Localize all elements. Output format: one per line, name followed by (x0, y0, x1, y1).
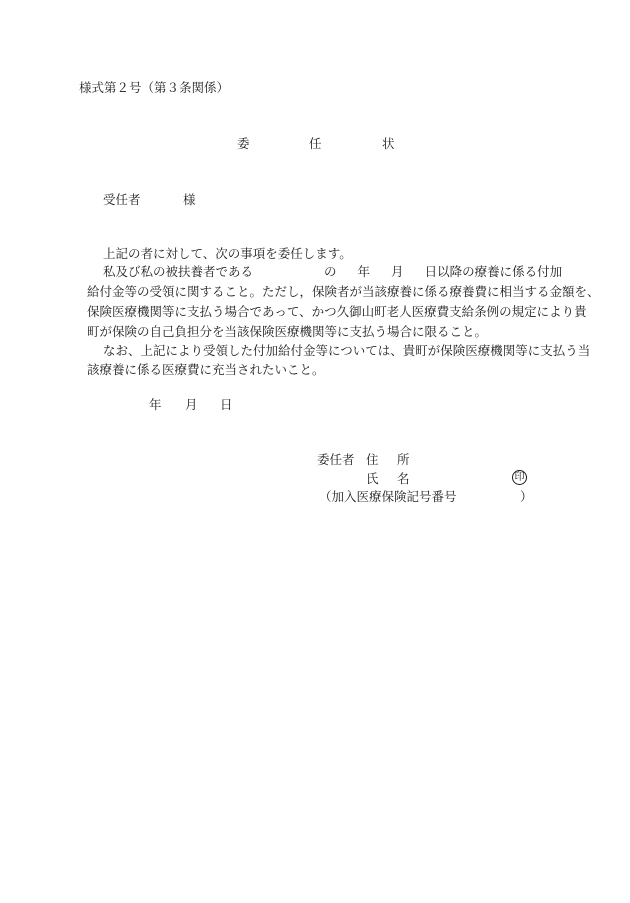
body-line-5: 町が保険の自己負担分を当該保険医療機関等に支払う場合に限ること。 (87, 324, 488, 339)
date-month-label: 月 (185, 397, 198, 412)
body-line-2-year: 年 (357, 264, 371, 279)
insurance-number-close: ） (520, 489, 533, 504)
date-year-label: 年 (149, 397, 162, 412)
name-label-1: 氏 (366, 471, 379, 486)
body-line-1: 上記の者に対して、次の事項を委任します。 (103, 246, 352, 261)
date-day-label: 日 (220, 397, 233, 412)
body-line-2-no: の (324, 264, 337, 279)
address-label-2: 所 (397, 452, 410, 467)
body-line-4: 保険医療機関等に支払う場合であって、かつ久御山町老人医療費支給条例の規定により貴 (87, 304, 587, 319)
insurance-number-row (319, 489, 533, 504)
form-number: 様式第２号（第３条関係） (79, 80, 230, 95)
addressee-line (103, 192, 196, 207)
body-line-7: 該療養に係る医療費に充当されたいこと。 (87, 362, 325, 377)
title-char-1: 委 (237, 136, 250, 151)
body-line-2-rest: 日以降の療養に係る付加 (424, 264, 563, 279)
title-char-3: 状 (382, 136, 395, 151)
body-line-2-subject: 私及び私の被扶養者である (103, 264, 254, 279)
body-line-2 (103, 266, 573, 279)
name-label-2: 名 (397, 471, 410, 486)
addressee-honorific: 様 (183, 192, 196, 207)
body-line-3: 給付金等の受領に関すること。ただし，保険者が当該療養に係る療養費に相当する金額を、 (87, 284, 600, 299)
insurance-number-label: （加入医療保険記号番号 (319, 489, 457, 504)
delegator-label: 委任者 (317, 452, 355, 467)
document-title (0, 138, 630, 152)
title-char-2: 任 (309, 136, 322, 151)
body-line-6: なお、上記により受領した付加給付金等については、貴町が保険医療機関等に支払う当 (103, 343, 591, 358)
delegator-address-row (317, 452, 410, 467)
body-line-2-month: 月 (391, 264, 404, 279)
addressee-label: 受任者 (103, 192, 141, 207)
delegator-name-row (366, 471, 410, 486)
seal-mark-icon: 印 (512, 470, 527, 485)
address-label-1: 住 (366, 452, 379, 467)
